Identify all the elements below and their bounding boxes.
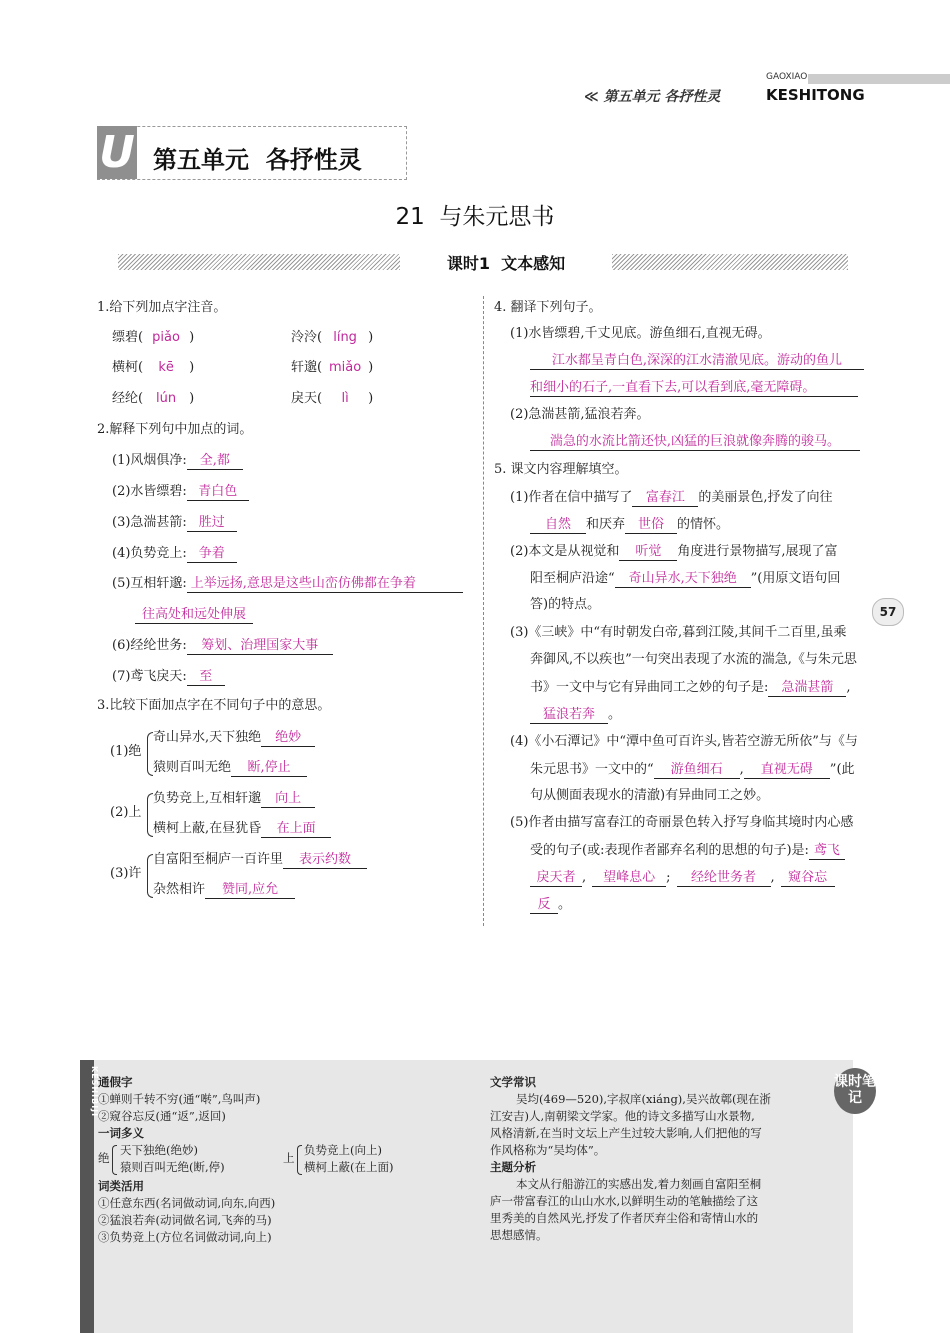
q3-group-label: (1)绝 bbox=[110, 744, 142, 759]
q1-item: 缥碧( piǎo ) bbox=[112, 330, 195, 345]
brace bbox=[112, 1145, 117, 1175]
notes-heading: 一词多义 bbox=[98, 1126, 144, 1140]
column-divider bbox=[483, 296, 484, 926]
q5-line: 戾天者 , 望峰息心 ; 经纶世务者 , 窥谷忘 bbox=[530, 869, 835, 887]
q1-item: 轩邈( miǎo ) bbox=[291, 360, 374, 375]
notes-side-label: KESHIBIJI bbox=[90, 1066, 99, 1118]
notes-text: 负势竞上(向上) bbox=[304, 1143, 382, 1157]
q5-line: (1)作者在信中描写了 富春江 的美丽景色,抒发了向往 bbox=[510, 490, 833, 505]
q2-item: (5)互相轩邈: 上举远扬,意思是这些山峦仿佛都在争着 bbox=[112, 575, 463, 593]
q2-item: (3)急湍甚箭: 胜过 bbox=[112, 514, 237, 532]
q5-line: (5)作者由描写富春江的奇丽景色转入抒写身临其境时内心感 bbox=[510, 815, 854, 830]
lesson-title: 21 与朱元思书 bbox=[395, 204, 555, 230]
notes-text: 吴均(469—520),字叔庠(xiáng),吴兴故鄣(现在浙 bbox=[516, 1092, 771, 1106]
notes-heading: 通假字 bbox=[98, 1075, 133, 1089]
q4-sentence: (1)水皆缥碧,千丈见底。游鱼细石,直视无碍。 bbox=[510, 326, 771, 341]
q5-title: 5. 课文内容理解填空。 bbox=[494, 462, 628, 477]
q2-item: (7)鸢飞戾天: 至 bbox=[112, 668, 225, 686]
notes-heading: 主题分析 bbox=[490, 1160, 536, 1174]
q5-line: 朱元思书》一文中的“ 游鱼细石 , 直视无碍 ”(此 bbox=[530, 762, 855, 777]
brand-small: GAOXIAO bbox=[766, 72, 808, 82]
notes-text: ①蝉则千转不穷(通“啭”,鸟叫声) bbox=[98, 1092, 261, 1106]
q5-line: 受的句子(或:表现作者鄙弃名利的思想的句子)是: 鸢飞 bbox=[530, 842, 845, 860]
notes-text: 江安吉)人,南朝梁文学家。他的诗文多描写山水景物, bbox=[490, 1109, 755, 1123]
q3-line: 猿则百叫无绝 断,停止 bbox=[153, 759, 307, 777]
hatch-right bbox=[612, 254, 848, 270]
q5-line: 奔御风,不以疾也”一句突出表现了水流的湍急,《与朱元思 bbox=[530, 652, 857, 667]
notes-left bbox=[98, 1074, 394, 1246]
q3-line: 自富阳至桐庐一百许里 表示约数 bbox=[153, 851, 367, 869]
notes-heading: 文学常识 bbox=[490, 1075, 536, 1089]
brand-bar bbox=[808, 74, 950, 84]
brand: KESHITONG bbox=[766, 86, 865, 104]
notes-text: 猿则百叫无绝(断,停) bbox=[120, 1160, 225, 1174]
page-number: 57 bbox=[872, 598, 904, 626]
q4-answer: 和细小的石子,一直看下去,可以看到底,毫无障碍。 bbox=[530, 379, 858, 397]
notes-text: 风格清新,在当时文坛上产生过较大影响,人们把他的写 bbox=[490, 1126, 762, 1140]
q3-line: 奇山异水,天下独绝 绝妙 bbox=[153, 729, 315, 747]
notes-multi-meaning bbox=[98, 1142, 394, 1178]
notes-text: 庐一带富春江的山山水水,以鲜明生动的笔触描绘了这 bbox=[490, 1194, 759, 1208]
notes-text: 天下独绝(绝妙) bbox=[120, 1143, 198, 1157]
notes-text: 里秀美的自然风光,抒发了作者厌弃尘俗和寄情山水的 bbox=[490, 1211, 759, 1225]
notes-text: 本文从行船游江的实感出发,着力刻画自富阳至桐 bbox=[516, 1177, 762, 1191]
q1-title: 1.给下列加点字注音。 bbox=[97, 300, 227, 315]
q5-line: 答)的特点。 bbox=[530, 597, 601, 612]
notes-text: 作风格称为“吴均体”。 bbox=[490, 1143, 606, 1157]
q3-title: 3.比较下面加点字在不同句子中的意思。 bbox=[97, 698, 331, 713]
notes-text: ②猛浪若奔(动词做名词,飞奔的马) bbox=[98, 1213, 272, 1227]
brace bbox=[297, 1145, 302, 1175]
notes-text: ②窥谷忘反(通“返”,返回) bbox=[98, 1109, 226, 1123]
q1-item: 泠泠( líng ) bbox=[291, 330, 374, 345]
q1-item: 戾天( lì ) bbox=[291, 391, 374, 406]
q2-item: (4)负势竞上: 争着 bbox=[112, 545, 237, 563]
q5-line: (4)《小石潭记》中“潭中鱼可百许头,皆若空游无所依”与《与 bbox=[510, 734, 858, 749]
q3-line: 横柯上蔽,在昼犹昏 在上面 bbox=[153, 820, 331, 838]
q4-answer: 湍急的水流比箭还快,凶猛的巨浪就像奔腾的骏马。 bbox=[530, 433, 860, 451]
q5-line: 句从侧面表现水的清澈)有异曲同工之妙。 bbox=[530, 788, 770, 803]
q1-item: 经纶( lún ) bbox=[112, 391, 195, 406]
q3-line: 杂然相许 赞同,应允 bbox=[153, 881, 295, 899]
notes-text: 横柯上蔽(在上面) bbox=[304, 1160, 394, 1174]
notes-text: 上 bbox=[283, 1151, 295, 1165]
running-header: ≪ 第五单元 各抒性灵 bbox=[584, 89, 721, 105]
q5-line: 反 。 bbox=[530, 896, 571, 914]
q2-item: (2)水皆缥碧: 青白色 bbox=[112, 483, 249, 501]
q5-line: 猛浪若奔 。 bbox=[530, 706, 621, 724]
q3-group-label: (3)许 bbox=[110, 866, 142, 881]
q2-item-cont: 往高处和远处伸展 bbox=[135, 606, 253, 624]
notes-right bbox=[490, 1074, 771, 1244]
notes-text: ①任意东西(名词做动词,向东,向西) bbox=[98, 1196, 276, 1210]
q5-line: (3)《三峡》中“有时朝发白帝,暮到江陵,其间千二百里,虽乘 bbox=[510, 625, 847, 640]
q5-line: 阳至桐庐沿途“ 奇山异水,天下独绝 ”(用原文语句回 bbox=[530, 571, 841, 586]
q2-item: (1)风烟俱净: 全,都 bbox=[112, 452, 243, 470]
unit-letter-box: U bbox=[97, 126, 137, 179]
unit-title: 第五单元 各抒性灵 bbox=[153, 146, 362, 174]
q2-title: 2.解释下列句中加点的词。 bbox=[97, 422, 253, 437]
hatch-left bbox=[118, 254, 400, 270]
notes-text: 思想感情。 bbox=[490, 1228, 548, 1242]
q4-sentence: (2)急湍甚箭,猛浪若奔。 bbox=[510, 407, 650, 422]
q5-line: 自然 和厌弃 世俗 的情怀。 bbox=[530, 516, 729, 534]
q5-line: 书》一文中与它有异曲同工之妙的句子是: 急湍甚箭 , bbox=[530, 680, 851, 695]
q4-answer: 江水都呈青白色,深深的江水清澈见底。游动的鱼儿 bbox=[530, 352, 864, 370]
q3-line: 负势竞上,互相轩邈 向上 bbox=[153, 790, 315, 808]
notes-text: ③负势竞上(方位名词做动词,向上) bbox=[98, 1230, 272, 1244]
notes-text: 绝 bbox=[98, 1151, 110, 1165]
q5-line: (2)本文是从视觉和 听觉 角度进行景物描写,展现了富 bbox=[510, 544, 838, 559]
q4-title: 4. 翻译下列句子。 bbox=[494, 300, 602, 315]
notes-heading: 词类活用 bbox=[98, 1179, 144, 1193]
lesson-subtitle: 课时1 文本感知 bbox=[446, 254, 566, 273]
q3-group-label: (2)上 bbox=[110, 805, 142, 820]
q2-item: (6)经纶世务: 筹划、治理国家大事 bbox=[112, 637, 333, 655]
notes-badge: 课时笔记 bbox=[834, 1068, 876, 1114]
q1-item: 横柯( kē ) bbox=[112, 360, 195, 375]
